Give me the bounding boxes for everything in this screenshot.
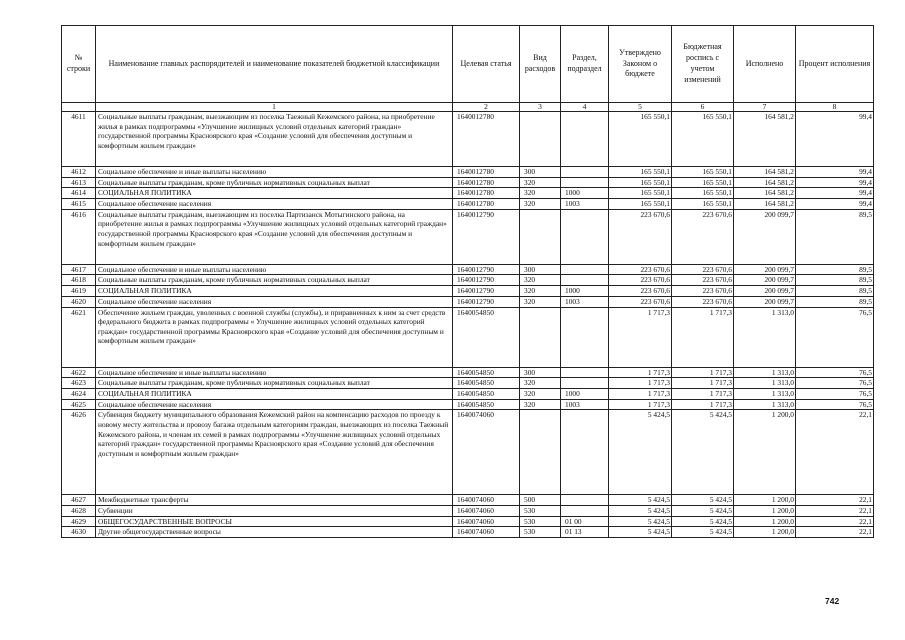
approved-amount: 223 670,6: [609, 275, 672, 286]
target-article: 1640012790: [453, 275, 520, 286]
budget-list-amount: 1 717,3: [672, 388, 734, 399]
execution-percent: 99,4: [796, 177, 874, 188]
table-body: [62, 112, 874, 538]
row-name: Обеспечение жильем граждан, уволенных с военной службы (службы), и приравненных к ним за счет средств федерального бюджета в рамках подпрограммы « Улучшение жилищных условий отдельных категорий граждан» государственной программы Красноярского края «Создание условий для обеспечения доступным и комфортным жильем граждан»: [96, 307, 453, 367]
row-name: Межбюджетные трансферты: [96, 495, 453, 506]
approved-amount: 1 717,3: [609, 399, 672, 410]
row-number: 4615: [62, 199, 96, 210]
section-code: 01 00: [561, 516, 609, 527]
executed-amount: 164 581,2: [734, 188, 796, 199]
target-article: 1640012780: [453, 177, 520, 188]
row-number: 4622: [62, 367, 96, 378]
approved-amount: 223 670,6: [609, 286, 672, 297]
target-article: 1640074060: [453, 516, 520, 527]
executed-amount: 1 313,0: [734, 307, 796, 367]
execution-percent: 76,5: [796, 378, 874, 389]
expense-type: 300: [520, 264, 561, 275]
execution-percent: 89,5: [796, 209, 874, 264]
section-code: [561, 209, 609, 264]
budget-list-amount: 1 717,3: [672, 399, 734, 410]
target-article: 1640012790: [453, 264, 520, 275]
execution-percent: 99,4: [796, 188, 874, 199]
row-number: 4612: [62, 167, 96, 178]
budget-list-amount: 5 424,5: [672, 516, 734, 527]
section-code: [561, 275, 609, 286]
table-row: [62, 286, 874, 297]
budget-list-amount: 165 550,1: [672, 199, 734, 210]
row-name: Другие общегосударственные вопросы: [96, 527, 453, 538]
approved-amount: 223 670,6: [609, 264, 672, 275]
row-name: Субвенции: [96, 505, 453, 516]
row-name: Субвенция бюджету муниципального образования Кежемский район на компенсацию расходов по проезду к новому месту жительства и провозу багажа отдельным категориям граждан, выезжающих из поселка Таежный Кежемского района, и членам их семей в рамках подпрограммы «Улучшение жилищных условий отдельных категорий граждан» государственной программы Красноярского края «Создание условий для обеспечения доступным и комфортным жильем граждан»: [96, 410, 453, 495]
expense-type: [520, 112, 561, 167]
executed-amount: 164 581,2: [734, 167, 796, 178]
row-number: 4614: [62, 188, 96, 199]
execution-percent: 22,1: [796, 410, 874, 495]
execution-percent: 76,5: [796, 307, 874, 367]
table-row: [62, 112, 874, 167]
target-article: 1640012780: [453, 188, 520, 199]
section-code: 1003: [561, 199, 609, 210]
budget-list-amount: 1 717,3: [672, 367, 734, 378]
row-number: 4613: [62, 177, 96, 188]
header-name: Наименование главных распорядителей и наименование показателей бюджетной классификации: [96, 26, 453, 103]
header-budget-list: Бюджетная роспись с учетом изменений: [672, 26, 734, 103]
table-row: [62, 410, 874, 495]
budget-list-amount: 165 550,1: [672, 112, 734, 167]
row-name: ОБЩЕГОСУДАРСТВЕННЫЕ ВОПРОСЫ: [96, 516, 453, 527]
budget-list-amount: 1 717,3: [672, 378, 734, 389]
execution-percent: 76,5: [796, 399, 874, 410]
column-number: 5: [609, 103, 672, 112]
approved-amount: 223 670,6: [609, 296, 672, 307]
table-row: [62, 307, 874, 367]
budget-list-amount: 1 717,3: [672, 307, 734, 367]
section-code: 1003: [561, 296, 609, 307]
approved-amount: 1 717,3: [609, 307, 672, 367]
row-number: 4623: [62, 378, 96, 389]
budget-list-amount: 223 670,6: [672, 286, 734, 297]
executed-amount: 200 099,7: [734, 209, 796, 264]
budget-list-amount: 223 670,6: [672, 275, 734, 286]
expense-type: 320: [520, 177, 561, 188]
executed-amount: 1 313,0: [734, 399, 796, 410]
row-number: 4611: [62, 112, 96, 167]
expense-type: 320: [520, 296, 561, 307]
approved-amount: 165 550,1: [609, 167, 672, 178]
table-row: [62, 275, 874, 286]
table-row: [62, 495, 874, 506]
row-number: 4628: [62, 505, 96, 516]
approved-amount: 165 550,1: [609, 199, 672, 210]
row-name: СОЦИАЛЬНАЯ ПОЛИТИКА: [96, 388, 453, 399]
target-article: 1640074060: [453, 495, 520, 506]
execution-percent: 22,1: [796, 505, 874, 516]
section-code: [561, 177, 609, 188]
expense-type: 320: [520, 378, 561, 389]
execution-percent: 76,5: [796, 388, 874, 399]
column-number: 7: [734, 103, 796, 112]
target-article: 1640012790: [453, 296, 520, 307]
header-section: Раздел, подраздел: [561, 26, 609, 103]
table-row: [62, 399, 874, 410]
approved-amount: 223 670,6: [609, 209, 672, 264]
column-number: 6: [672, 103, 734, 112]
budget-list-amount: 165 550,1: [672, 177, 734, 188]
column-number: 2: [453, 103, 520, 112]
budget-list-amount: 223 670,6: [672, 264, 734, 275]
table-row: [62, 167, 874, 178]
execution-percent: 22,1: [796, 516, 874, 527]
approved-amount: 5 424,5: [609, 505, 672, 516]
row-name: Социальные выплаты гражданам, кроме публичных нормативных социальных выплат: [96, 177, 453, 188]
page-number: 742: [825, 596, 840, 606]
row-number: 4626: [62, 410, 96, 495]
table-row: [62, 367, 874, 378]
expense-type: 530: [520, 516, 561, 527]
executed-amount: 1 200,0: [734, 516, 796, 527]
row-number: 4619: [62, 286, 96, 297]
table-row: [62, 188, 874, 199]
target-article: 1640054850: [453, 399, 520, 410]
table-row: [62, 388, 874, 399]
row-name: Социальные выплаты гражданам, выезжающим из поселка Партизанск Мотыгинского района, на приобретение жилья в рамках подпрограммы «Улучшение жилищных условий отдельных категорий граждан» государственной программы Красноярского края «Создание условий для обеспечения доступным и комфортным жильем граждан»: [96, 209, 453, 264]
budget-list-amount: 5 424,5: [672, 410, 734, 495]
approved-amount: 165 550,1: [609, 188, 672, 199]
executed-amount: 1 200,0: [734, 505, 796, 516]
table-row: [62, 199, 874, 210]
budget-list-amount: 223 670,6: [672, 209, 734, 264]
section-code: 1000: [561, 188, 609, 199]
target-article: 1640012780: [453, 167, 520, 178]
executed-amount: 164 581,2: [734, 112, 796, 167]
expense-type: 300: [520, 367, 561, 378]
expense-type: 530: [520, 505, 561, 516]
section-code: 1000: [561, 388, 609, 399]
approved-amount: 1 717,3: [609, 367, 672, 378]
table-row: [62, 505, 874, 516]
expense-type: 530: [520, 527, 561, 538]
header-target-article: Целевая статья: [453, 26, 520, 103]
column-number: 8: [796, 103, 874, 112]
table-row: [62, 378, 874, 389]
column-number: 4: [561, 103, 609, 112]
section-code: 1000: [561, 286, 609, 297]
executed-amount: 1 313,0: [734, 378, 796, 389]
target-article: 1640054850: [453, 388, 520, 399]
approved-amount: 5 424,5: [609, 527, 672, 538]
budget-list-amount: 5 424,5: [672, 505, 734, 516]
executed-amount: 1 200,0: [734, 495, 796, 506]
row-name: Социальные выплаты гражданам, кроме публичных нормативных социальных выплат: [96, 275, 453, 286]
section-code: [561, 167, 609, 178]
row-name: Социальное обеспечение населения: [96, 296, 453, 307]
row-name: Социальное обеспечение населения: [96, 399, 453, 410]
expense-type: 300: [520, 167, 561, 178]
approved-amount: 5 424,5: [609, 495, 672, 506]
executed-amount: 1 200,0: [734, 527, 796, 538]
table-row: [62, 516, 874, 527]
section-code: [561, 367, 609, 378]
row-name: СОЦИАЛЬНАЯ ПОЛИТИКА: [96, 286, 453, 297]
expense-type: 320: [520, 199, 561, 210]
section-code: [561, 378, 609, 389]
expense-type: 320: [520, 388, 561, 399]
target-article: 1640012790: [453, 209, 520, 264]
target-article: 1640074060: [453, 505, 520, 516]
row-number: 4627: [62, 495, 96, 506]
execution-percent: 76,5: [796, 367, 874, 378]
budget-list-amount: 165 550,1: [672, 167, 734, 178]
budget-list-amount: 5 424,5: [672, 495, 734, 506]
expense-type: 320: [520, 286, 561, 297]
row-name: СОЦИАЛЬНАЯ ПОЛИТИКА: [96, 188, 453, 199]
row-name: Социальные выплаты гражданам, выезжающим из поселка Таежный Кежемского района, на приобретение жилья в рамках подпрограммы «Улучшение жилищных условий отдельных категорий граждан» государственной программы Красноярского края «Создание условий для обеспечения доступным и комфортным жильем граждан»: [96, 112, 453, 167]
expense-type: [520, 209, 561, 264]
executed-amount: 200 099,7: [734, 264, 796, 275]
approved-amount: 1 717,3: [609, 388, 672, 399]
budget-execution-table: [61, 25, 874, 538]
budget-list-amount: 223 670,6: [672, 296, 734, 307]
column-number: 3: [520, 103, 561, 112]
expense-type: [520, 307, 561, 367]
target-article: 1640012780: [453, 112, 520, 167]
expense-type: 500: [520, 495, 561, 506]
row-number: 4621: [62, 307, 96, 367]
target-article: 1640012780: [453, 199, 520, 210]
column-number: 1: [96, 103, 453, 112]
row-name: Социальные выплаты гражданам, кроме публичных нормативных социальных выплат: [96, 378, 453, 389]
row-number: 4620: [62, 296, 96, 307]
row-number: 4629: [62, 516, 96, 527]
target-article: 1640054850: [453, 367, 520, 378]
expense-type: 320: [520, 275, 561, 286]
section-code: [561, 495, 609, 506]
section-code: [561, 505, 609, 516]
row-name: Социальное обеспечение населения: [96, 199, 453, 210]
execution-percent: 99,4: [796, 199, 874, 210]
header-executed: Исполнено: [734, 26, 796, 103]
table-row: [62, 296, 874, 307]
target-article: 1640054850: [453, 378, 520, 389]
executed-amount: 1 200,0: [734, 410, 796, 495]
row-number: 4624: [62, 388, 96, 399]
target-article: 1640074060: [453, 410, 520, 495]
row-number: 4618: [62, 275, 96, 286]
executed-amount: 200 099,7: [734, 296, 796, 307]
budget-list-amount: 165 550,1: [672, 188, 734, 199]
execution-percent: 99,4: [796, 167, 874, 178]
section-code: 01 13: [561, 527, 609, 538]
row-number: 4625: [62, 399, 96, 410]
executed-amount: 200 099,7: [734, 286, 796, 297]
header-expense-type: Вид расходов: [520, 26, 561, 103]
expense-type: [520, 410, 561, 495]
table-row: [62, 264, 874, 275]
execution-percent: 22,1: [796, 495, 874, 506]
row-name: Социальное обеспечение и иные выплаты населению: [96, 264, 453, 275]
expense-type: 320: [520, 188, 561, 199]
section-code: [561, 410, 609, 495]
header-percent: Процент исполнения: [796, 26, 874, 103]
target-article: 1640012790: [453, 286, 520, 297]
budget-list-amount: 5 424,5: [672, 527, 734, 538]
header-row-number: № строки: [62, 26, 96, 103]
executed-amount: 200 099,7: [734, 275, 796, 286]
section-code: [561, 264, 609, 275]
budget-table-container: [61, 25, 873, 538]
approved-amount: 1 717,3: [609, 378, 672, 389]
target-article: 1640074060: [453, 527, 520, 538]
table-row: [62, 527, 874, 538]
table-row: [62, 177, 874, 188]
execution-percent: 89,5: [796, 264, 874, 275]
row-number: 4617: [62, 264, 96, 275]
execution-percent: 22,1: [796, 527, 874, 538]
executed-amount: 164 581,2: [734, 177, 796, 188]
execution-percent: 89,5: [796, 275, 874, 286]
approved-amount: 165 550,1: [609, 177, 672, 188]
execution-percent: 89,5: [796, 296, 874, 307]
row-name: Социальное обеспечение и иные выплаты населению: [96, 367, 453, 378]
approved-amount: 5 424,5: [609, 410, 672, 495]
execution-percent: 99,4: [796, 112, 874, 167]
execution-percent: 89,5: [796, 286, 874, 297]
executed-amount: 164 581,2: [734, 199, 796, 210]
header-row: [62, 26, 874, 103]
row-name: Социальное обеспечение и иные выплаты населению: [96, 167, 453, 178]
expense-type: 320: [520, 399, 561, 410]
header-approved: Утверждено Законом о бюджете: [609, 26, 672, 103]
target-article: 1640054850: [453, 307, 520, 367]
executed-amount: 1 313,0: [734, 367, 796, 378]
table-row: [62, 209, 874, 264]
column-number-row: [62, 103, 874, 112]
row-number: 4616: [62, 209, 96, 264]
section-code: [561, 307, 609, 367]
row-number: 4630: [62, 527, 96, 538]
executed-amount: 1 313,0: [734, 388, 796, 399]
section-code: 1003: [561, 399, 609, 410]
approved-amount: 165 550,1: [609, 112, 672, 167]
approved-amount: 5 424,5: [609, 516, 672, 527]
section-code: [561, 112, 609, 167]
